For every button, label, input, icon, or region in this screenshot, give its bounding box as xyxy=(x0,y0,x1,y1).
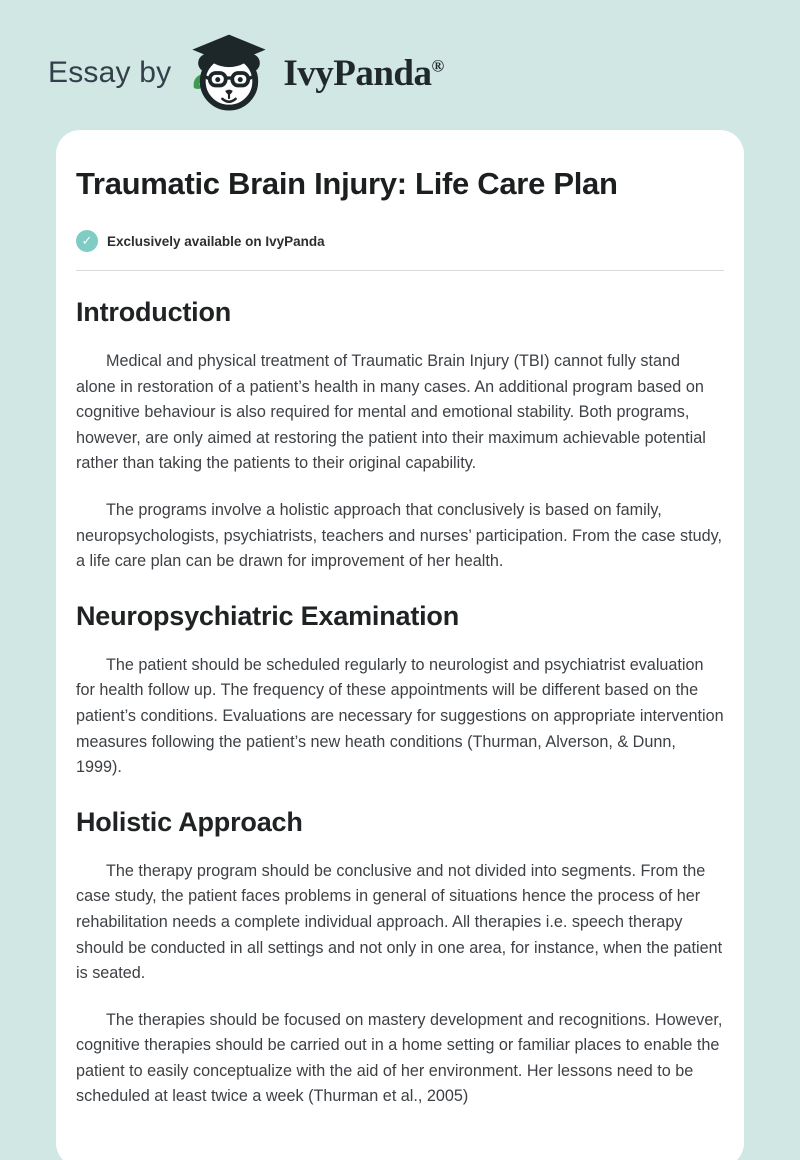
paragraph: The therapies should be focused on mastery development and recognitions. However, cognitive therapies should be carried out in a home setting or familiar places to enable the patient to easily conceptualize with the aid of her environment. Her lessons need to be scheduled at least twice a week (Thurman et al., 2005) xyxy=(76,1010,723,1106)
exclusive-badge-label: Exclusively available on IvyPanda xyxy=(107,233,325,249)
section-heading-neuropsychiatric-examination: Neuropsychiatric Examination xyxy=(76,600,460,631)
section-heading-holistic-approach: Holistic Approach xyxy=(76,806,303,837)
check-icon: ✓ xyxy=(76,230,98,252)
section-heading-introduction: Introduction xyxy=(76,297,232,327)
divider xyxy=(76,270,724,271)
brand-name: IvyPanda xyxy=(283,52,432,94)
brand-wordmark xyxy=(283,52,443,95)
paragraph: The therapy program should be conclusive and not divided into segments. From the case study, the patient faces problems in general of situations hence the process of her rehabilitation needs a complete individual approach. All therapies i.e. speech therapy should be conducted in all settings and not only in one area, for instance, when the patient is seated. xyxy=(76,861,723,983)
essay-by-label: Essay by xyxy=(48,56,172,89)
page-title: Traumatic Brain Injury: Life Care Plan xyxy=(76,166,618,201)
registered-mark: ® xyxy=(431,56,444,76)
paragraph: The programs involve a holistic approach that conclusively is based on family, neuropsychologists, psychiatrists, teachers and nurses’ participation. From the case study, a life care plan can be drawn for improvement of her health. xyxy=(76,500,723,571)
paragraph: The patient should be scheduled regularly to neurologist and psychiatrist evaluation for health follow up. The frequency of these appointments will be different based on the patient’s conditions. Evaluations are necessary for suggestions on appropriate intervention measures following the patient’s new heath conditions (Thurman, Alverson, & Dunn, 1999). xyxy=(76,655,724,777)
site-header xyxy=(0,0,800,120)
exclusive-badge xyxy=(76,230,724,252)
ivypanda-panda-logo-icon xyxy=(187,33,271,113)
paragraph: Medical and physical treatment of Traumatic Brain Injury (TBI) cannot fully stand alone in restoration of a patient’s health in many cases. An additional program based on cognitive behaviour is also required for mental and emotional stability. Both programs, however, are only aimed at restoring the patient into their maximum achievable potential rather than taking the patients to their original capability. xyxy=(76,352,706,473)
essay-card xyxy=(56,130,744,1160)
